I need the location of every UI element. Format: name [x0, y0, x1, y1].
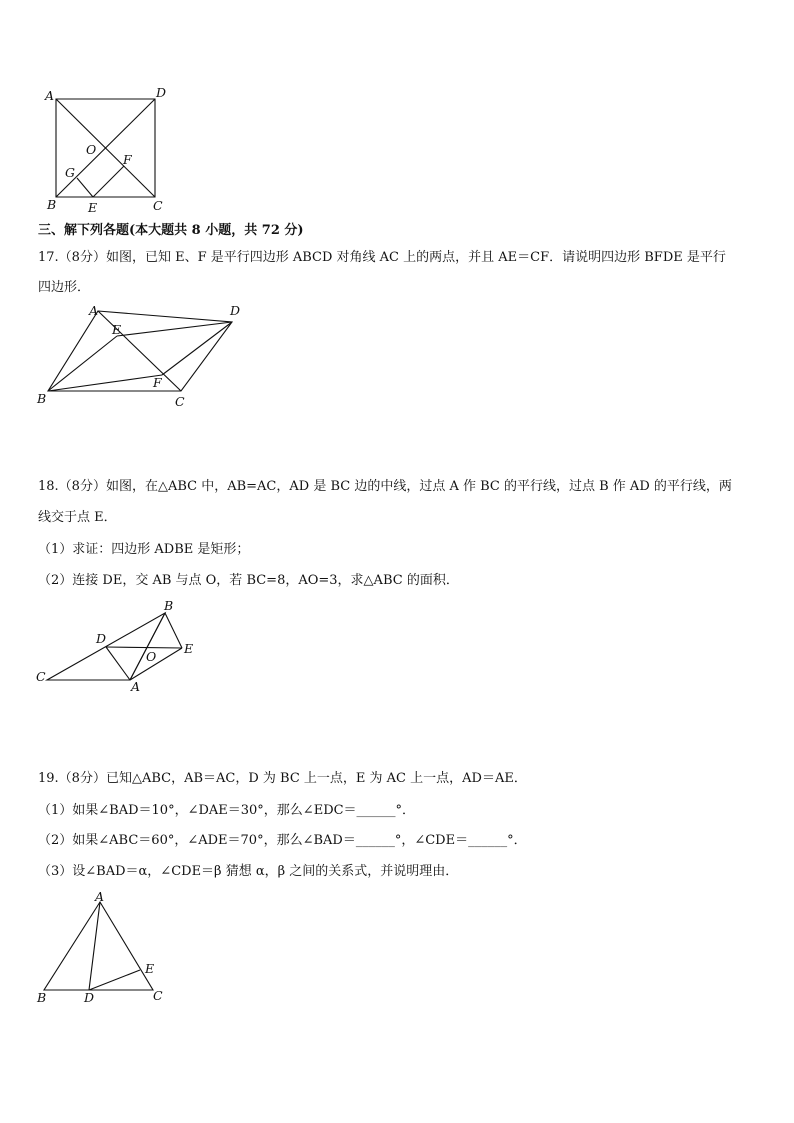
segment-ef — [93, 166, 124, 197]
label-c: C — [153, 988, 163, 1003]
label-b: B — [37, 990, 47, 1005]
parallelogram-figure — [34, 302, 254, 412]
label-a: A — [131, 679, 141, 694]
label-a: A — [45, 88, 55, 103]
label-e: E — [184, 641, 194, 656]
label-f: F — [123, 152, 132, 167]
q19-line1: 19.（8分）已知△ABC，AB＝AC，D 为 BC 上一点，E 为 AC 上一点，AD＝AE． — [38, 771, 527, 786]
q18-part2: （2）连接 DE，交 AB 与点 O，若 BC=8，AO=3，求△ABC 的面积． — [38, 573, 459, 588]
label-o: O — [146, 649, 157, 664]
label-g: G — [65, 165, 75, 180]
isosceles-triangle-figure — [34, 889, 184, 1007]
segment-da — [106, 647, 130, 680]
square-figure — [40, 86, 180, 216]
label-a: A — [95, 889, 105, 904]
label-c: C — [175, 394, 185, 409]
label-e: E — [88, 200, 98, 215]
label-d: D — [84, 990, 95, 1005]
q19-part3: （3）设∠BAD＝α，∠CDE＝β 猜想 α，β 之间的关系式，并说明理由． — [38, 864, 459, 879]
label-c: C — [36, 669, 46, 684]
label-e: E — [112, 322, 122, 337]
label-a: A — [89, 303, 99, 318]
label-b: B — [47, 197, 57, 212]
q19-part1: （1）如果∠BAD＝10°，∠DAE＝30°，那么∠EDC＝______°． — [38, 803, 416, 818]
label-c: C — [153, 198, 163, 213]
label-o: O — [86, 142, 97, 157]
q18-line2: 线交于点 E． — [38, 510, 117, 525]
label-d: D — [156, 85, 167, 100]
diagonal-ac — [98, 311, 181, 391]
triangle-rectangle-figure — [34, 596, 214, 696]
label-b: B — [37, 391, 47, 406]
segment-ge — [77, 178, 93, 197]
segment-ad — [89, 902, 100, 990]
segment-be — [165, 613, 182, 648]
segment-de — [106, 647, 182, 648]
label-e: E — [145, 961, 155, 976]
segment-ed — [117, 322, 232, 336]
label-d: D — [230, 303, 241, 318]
label-d: D — [96, 631, 107, 646]
label-b: B — [164, 598, 174, 613]
segment-fd — [162, 322, 232, 375]
q19-part2: （2）如果∠ABC＝60°，∠ADE＝70°，那么∠BAD＝______°，∠CDE＝______°． — [38, 833, 527, 848]
section-heading: 三、解下列各题(本大题共 8 小题，共 72 分) — [38, 223, 304, 238]
q17-line2: 四边形． — [38, 280, 91, 295]
label-f: F — [153, 375, 162, 390]
q18-line1: 18.（8分）如图，在△ABC 中，AB=AC，AD 是 BC 边的中线，过点 A 作 BC 的平行线，过点 B 作 AD 的平行线，两 — [38, 479, 732, 494]
segment-de — [89, 970, 140, 990]
q18-part1: （1）求证：四边形 ADBE 是矩形； — [38, 542, 250, 557]
q17-line1: 17.（8分）如图，已知 E、F 是平行四边形 ABCD 对角线 AC 上的两点，并且 AE＝CF．请说明四边形 BFDE 是平行 — [38, 250, 726, 265]
